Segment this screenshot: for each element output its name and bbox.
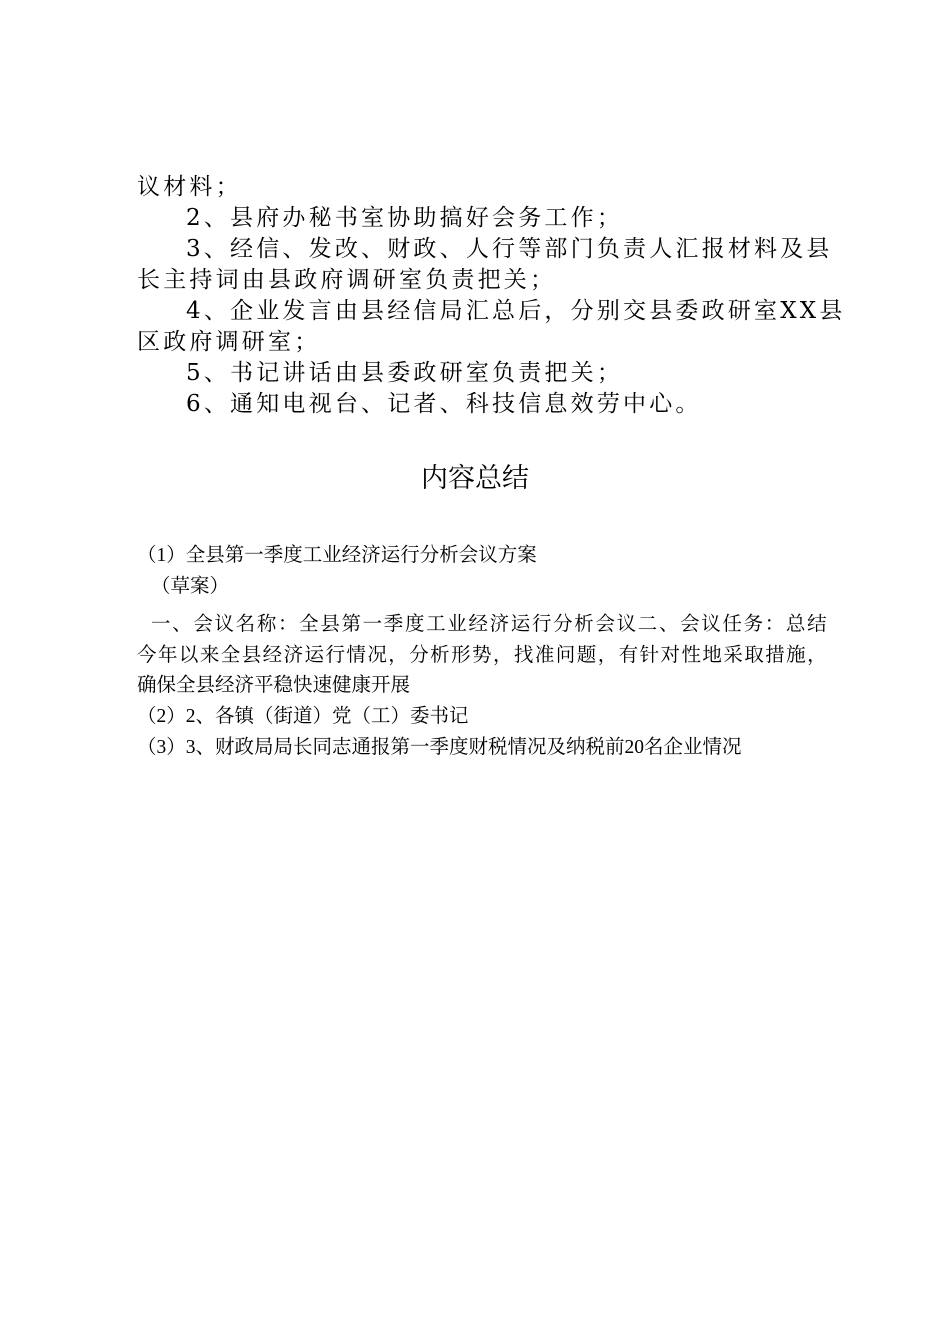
summary-line: （1）全县第一季度工业经济运行分析会议方案 [137,545,537,566]
summary-line: 一、会议名称：全县第一季度工业经济运行分析会议二、会议任务：总结 [151,614,827,636]
summary-line: （3）3、财政局局长同志通报第一季度财税情况及纳税前20名企业情况 [137,736,742,758]
body-line: 区政府调研室； [137,329,321,355]
summary-line: 确保全县经济平稳快速健康开展 [137,675,411,697]
body-line: 议材料； [137,174,242,200]
summary-line: 今年以来全县经济运行情况，分析形势，找准问题，有针对性地采取措施， [137,644,827,666]
body-line: 6、通知电视台、记者、科技信息效劳中心。 [186,391,702,417]
body-line: 长主持词由县政府调研室负责把关； [137,267,557,293]
body-line: 4、企业发言由县经信局汇总后，分别交县委政研室XX县 [186,298,846,324]
body-line: 3、经信、发改、财政、人行等部门负责人汇报材料及县 [186,236,833,262]
summary-text [137,541,827,763]
body-text [137,172,846,420]
summary-line: （草案） [151,575,230,597]
summary-title: 内容总结 [421,463,529,493]
body-line: 2、县府办秘书室协助搞好会务工作； [186,205,624,231]
body-line: 5、书记讲话由县委政研室负责把关； [186,360,624,386]
summary-line: （2）2、各镇（街道）党（工）委书记 [137,705,469,727]
